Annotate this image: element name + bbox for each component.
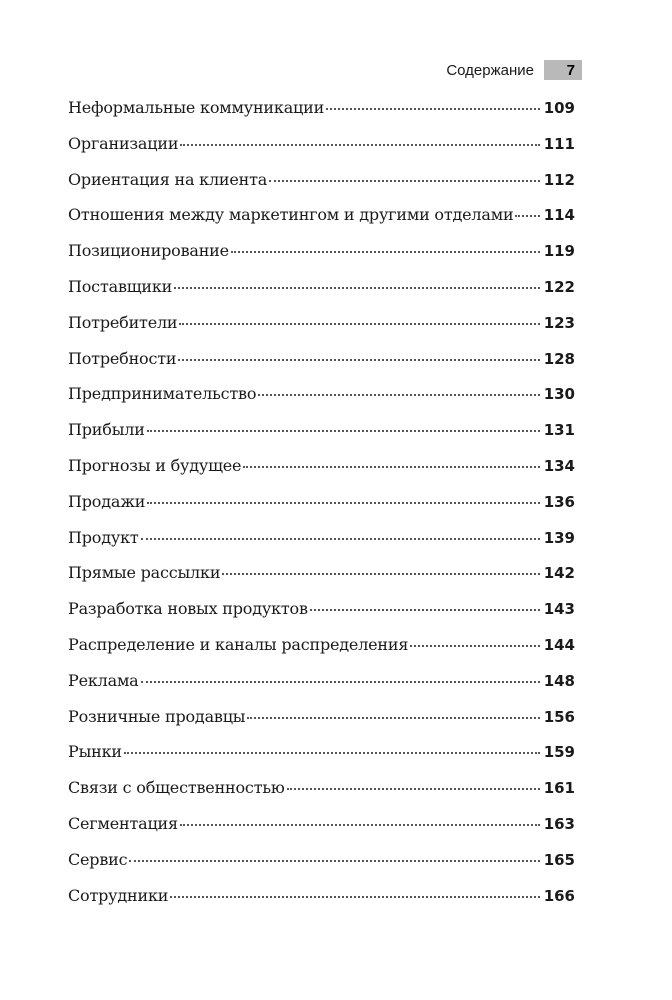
toc-entry-title: Розничные продавцы	[68, 706, 246, 726]
toc-entry-page: 161	[543, 779, 575, 798]
toc-entry-title: Прогнозы и будущее	[68, 455, 242, 475]
toc-entry[interactable]	[68, 90, 575, 126]
dot-leader	[129, 860, 539, 862]
dot-leader	[124, 752, 540, 754]
running-title: Содержание	[446, 61, 534, 79]
toc-entry-title: Поставщики	[68, 276, 173, 296]
dot-leader	[231, 251, 540, 253]
dot-leader	[147, 430, 540, 432]
toc-entry-page: 165	[543, 850, 575, 869]
toc-entry[interactable]	[68, 376, 575, 412]
dot-leader	[247, 717, 539, 719]
toc-entry-page: 131	[543, 421, 575, 440]
toc-entry-title: Потребности	[68, 348, 177, 368]
toc-entry-title: Неформальные коммуникации	[68, 98, 325, 117]
toc-entry[interactable]	[68, 197, 575, 233]
toc-entry[interactable]	[68, 484, 575, 520]
toc-entry-title: Продукт	[68, 527, 139, 547]
toc-entry[interactable]	[68, 878, 575, 914]
toc-entry[interactable]	[68, 520, 575, 556]
dot-leader	[269, 180, 540, 182]
toc-entry-page: 159	[543, 743, 575, 762]
toc-entry-title: Сервис	[68, 849, 128, 869]
toc-entry-page: 130	[543, 385, 575, 404]
toc-entry-title: Рынки	[68, 742, 122, 762]
toc-entry[interactable]	[68, 233, 575, 269]
toc-entry-page: 142	[543, 564, 575, 583]
dot-leader	[287, 788, 540, 790]
dot-leader	[243, 466, 539, 468]
toc-entry[interactable]	[68, 448, 575, 484]
toc-entry-page: 112	[543, 170, 575, 189]
toc-entry[interactable]	[68, 699, 575, 735]
dot-leader	[326, 108, 540, 110]
dot-leader	[180, 824, 540, 826]
dot-leader	[141, 681, 540, 683]
toc-entry[interactable]	[68, 341, 575, 377]
toc-entry-page: 114	[543, 206, 575, 225]
toc-entry-page: 144	[543, 635, 575, 654]
toc-entry-title: Отношения между маркетингом и другими отделами	[68, 205, 514, 225]
toc-entry[interactable]	[68, 734, 575, 770]
toc-entry[interactable]	[68, 305, 575, 341]
dot-leader	[170, 896, 539, 898]
toc-entry-title: Сегментация	[68, 813, 178, 833]
toc-entry-page: 166	[543, 886, 575, 905]
toc-entry[interactable]	[68, 842, 575, 878]
toc-entry-page: 136	[543, 492, 575, 511]
dot-leader	[174, 287, 540, 289]
toc-entry-page: 143	[543, 600, 575, 619]
toc-entry-title: Позиционирование	[68, 241, 229, 261]
toc-entry[interactable]	[68, 806, 575, 842]
dot-leader	[410, 645, 539, 647]
toc-entry-page: 134	[543, 456, 575, 475]
toc-entry-title: Продажи	[68, 491, 146, 511]
toc-entry[interactable]	[68, 162, 575, 198]
toc-entry-title: Прямые рассылки	[68, 563, 221, 583]
toc-entry-title: Сотрудники	[68, 885, 169, 905]
toc-entry[interactable]	[68, 269, 575, 305]
dot-leader	[258, 394, 539, 396]
dot-leader	[310, 609, 540, 611]
toc-entry-title: Организации	[68, 133, 179, 153]
toc-entry[interactable]	[68, 663, 575, 699]
toc-entry-page: 148	[543, 671, 575, 690]
toc-entry[interactable]	[68, 591, 575, 627]
dot-leader	[147, 502, 539, 504]
toc-entry-page: 111	[543, 134, 575, 153]
toc-entry[interactable]	[68, 627, 575, 663]
toc-entry[interactable]	[68, 412, 575, 448]
toc-entry-page: 122	[543, 277, 575, 296]
toc-entry-title: Реклама	[68, 670, 139, 690]
toc-entry-title: Ориентация на клиента	[68, 169, 268, 189]
dot-leader	[141, 538, 540, 540]
toc-entry[interactable]	[68, 770, 575, 806]
toc-entry-title: Связи с общественностью	[68, 778, 285, 798]
toc-entry-title: Прибыли	[68, 420, 145, 440]
dot-leader	[178, 359, 539, 361]
table-of-contents	[68, 90, 575, 913]
toc-entry-page: 119	[543, 242, 575, 261]
dot-leader	[222, 573, 539, 575]
running-header	[446, 60, 582, 80]
dot-leader	[179, 323, 539, 325]
toc-entry-page: 139	[543, 528, 575, 547]
toc-entry[interactable]	[68, 555, 575, 591]
dot-leader	[180, 144, 539, 146]
toc-entry-title: Потребители	[68, 312, 178, 332]
toc-entry[interactable]	[68, 126, 575, 162]
toc-entry-page: 128	[543, 349, 575, 368]
toc-entry-title: Распределение и каналы распределения	[68, 634, 409, 654]
toc-entry-title: Разработка новых продуктов	[68, 599, 308, 619]
toc-entry-page: 123	[543, 313, 575, 332]
page-number: 7	[544, 60, 582, 80]
toc-entry-page: 109	[543, 99, 575, 117]
dot-leader	[515, 215, 539, 217]
toc-entry-page: 156	[543, 707, 575, 726]
toc-entry-title: Предпринимательство	[68, 384, 257, 404]
toc-entry-page: 163	[543, 814, 575, 833]
